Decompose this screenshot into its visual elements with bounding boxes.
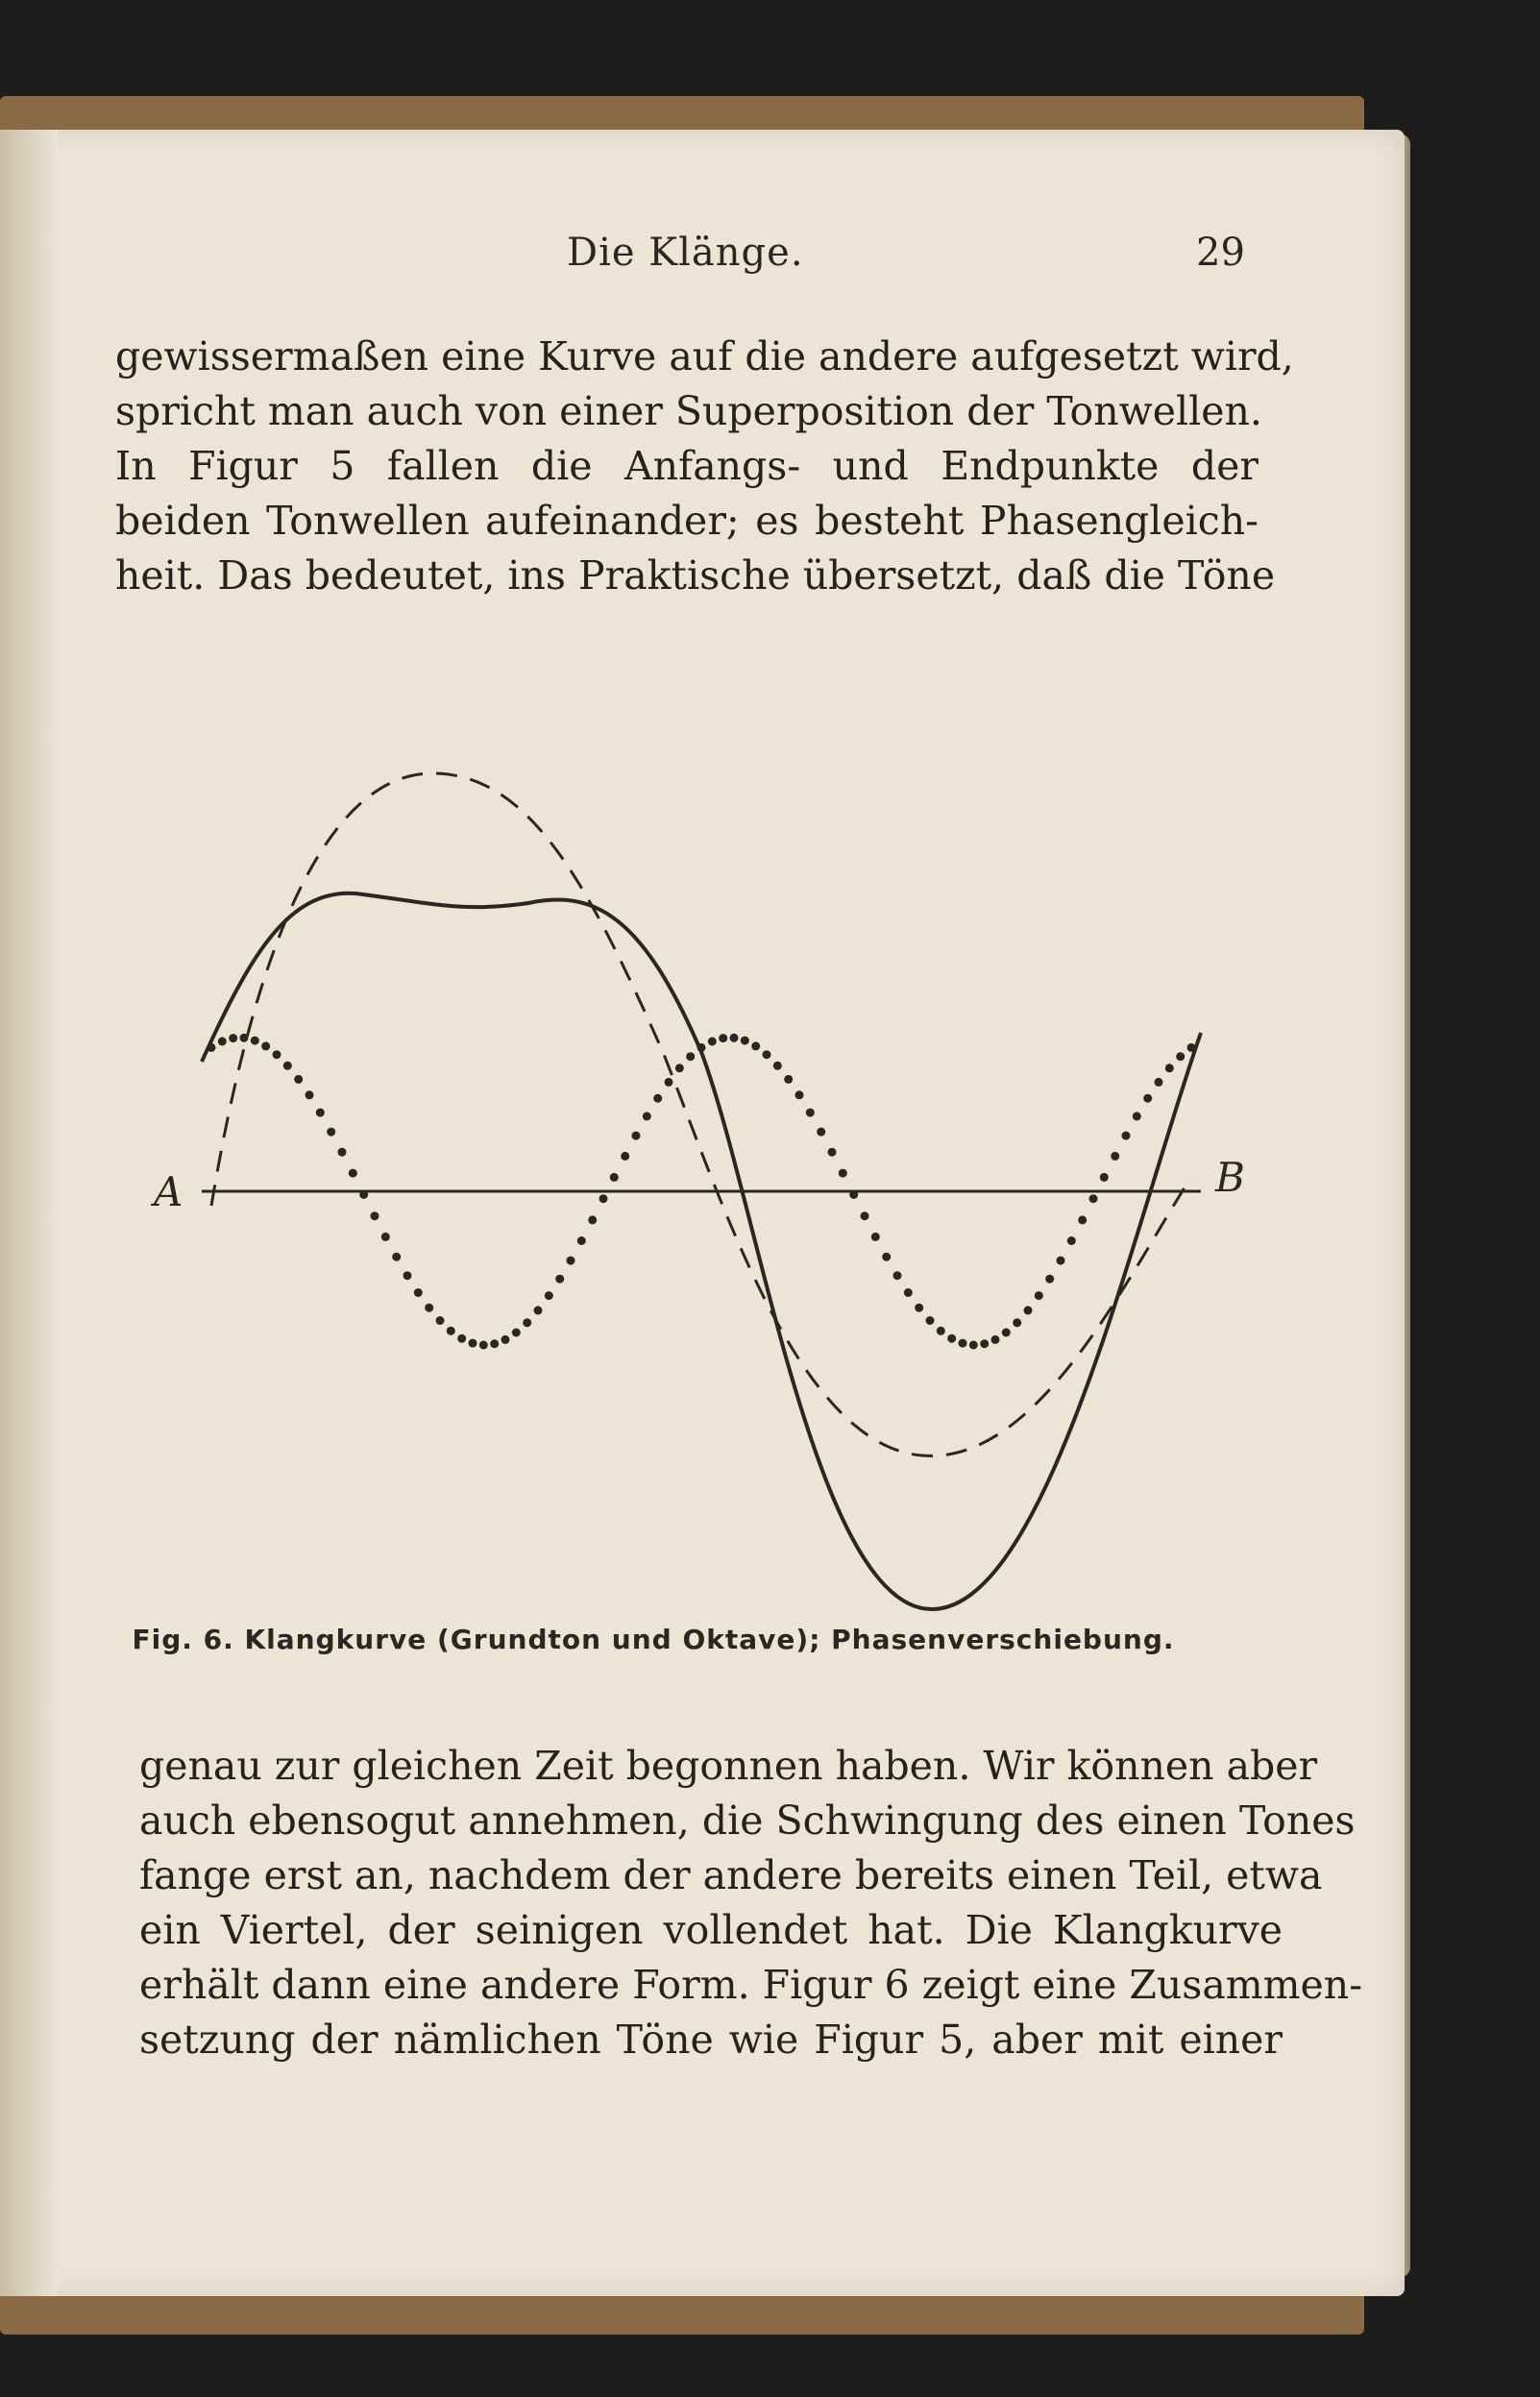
octave-dot	[567, 1257, 575, 1265]
label-a: A	[154, 1168, 183, 1215]
octave-dot	[359, 1190, 368, 1199]
octave-dot	[490, 1339, 499, 1348]
octave-dot	[512, 1329, 521, 1337]
octave-dot	[208, 1043, 216, 1052]
octave-dot	[937, 1327, 945, 1335]
octave-dot	[1057, 1257, 1065, 1265]
octave-dot	[980, 1339, 989, 1348]
octave-dot	[1002, 1329, 1011, 1337]
text-line: spricht man auch von einer Superposition der Tonwellen.	[115, 388, 1262, 434]
text-line: heit. Das bedeutet, ins Praktische übersetzt, daß die Töne	[115, 552, 1276, 599]
octave-dot	[338, 1148, 347, 1157]
octave-dot	[381, 1233, 390, 1241]
top-paragraph	[115, 330, 1294, 603]
text-line: erhält dann eine andere Form. Figur 6 zeigt eine Zusammen-	[139, 1962, 1363, 2008]
page-gutter	[0, 130, 58, 2296]
text-line: auch ebensogut annehmen, die Schwingung des einen Tones	[139, 1798, 1356, 1844]
octave-dot	[251, 1037, 259, 1045]
octave-dot	[457, 1334, 466, 1343]
figure-caption: Fig. 6. Klangkurve (Grundton und Oktave); Phasenverschiebung.	[132, 1624, 1175, 1655]
text-line: genau zur gleichen Zeit begonnen haben. Wir können aber	[139, 1743, 1318, 1789]
octave-dot	[599, 1194, 608, 1203]
octave-dot	[675, 1064, 684, 1072]
octave-dot	[871, 1233, 880, 1241]
octave-dot	[545, 1291, 553, 1300]
octave-dot	[261, 1041, 270, 1050]
octave-dot	[947, 1334, 956, 1343]
octave-dot	[784, 1075, 793, 1084]
octave-dot	[795, 1090, 804, 1099]
octave-dot	[414, 1288, 423, 1297]
bottom-paragraph	[139, 1739, 1363, 2067]
octave-dot	[294, 1075, 303, 1084]
wave-figure	[125, 629, 1278, 1753]
octave-dot	[861, 1211, 869, 1220]
text-line: gewissermaßen eine Kurve auf die andere aufgesetzt wird,	[115, 333, 1294, 379]
octave-dot	[1078, 1215, 1087, 1224]
octave-dot	[1024, 1306, 1033, 1314]
text-line: In Figur 5 fallen die Anfangs- und Endpunkte der	[115, 443, 1259, 489]
octave-dot	[751, 1041, 760, 1050]
octave-dot	[708, 1038, 717, 1046]
octave-dot	[719, 1034, 727, 1042]
octave-dot	[915, 1304, 923, 1312]
wave-diagram	[125, 629, 1278, 1753]
octave-dot	[991, 1335, 1000, 1344]
octave-dot	[1187, 1043, 1196, 1052]
octave-dot	[1165, 1064, 1174, 1072]
dashed-fundamental-curve	[211, 773, 1191, 1455]
octave-dot	[425, 1304, 433, 1312]
octave-dot	[447, 1327, 455, 1335]
octave-dot	[969, 1341, 978, 1350]
octave-dot	[773, 1062, 782, 1070]
octave-dot	[1067, 1236, 1076, 1245]
book-page	[0, 130, 1405, 2296]
text-line: setzung der nämlichen Töne wie Figur 5, aber mit einer	[139, 2017, 1283, 2063]
octave-dot	[306, 1090, 314, 1099]
octave-dot	[730, 1034, 739, 1042]
text-line: fange erst an, nachdem der andere bereits einen Teil, etwa	[139, 1852, 1323, 1898]
octave-dot	[240, 1034, 249, 1042]
octave-dot	[621, 1152, 629, 1161]
octave-dot	[371, 1211, 379, 1220]
text-line: ein Viertel, der seinigen vollendet hat. Die Klangkurve	[139, 1907, 1283, 1953]
solid-clang-curve	[202, 893, 1201, 1609]
octave-dot	[283, 1062, 292, 1070]
octave-dot	[1155, 1078, 1163, 1087]
octave-dot	[316, 1109, 325, 1117]
octave-dot	[436, 1316, 445, 1325]
octave-dot	[893, 1271, 902, 1280]
octave-dot	[1089, 1194, 1098, 1203]
octave-dot	[828, 1148, 837, 1157]
octave-dot	[1013, 1318, 1021, 1327]
octave-dot	[555, 1275, 564, 1284]
octave-dot	[806, 1109, 815, 1117]
octave-dot	[273, 1050, 281, 1059]
octave-dot	[577, 1236, 586, 1245]
octave-dot	[632, 1132, 641, 1140]
octave-dot	[479, 1341, 488, 1350]
octave-dot	[686, 1052, 695, 1061]
octave-dot	[1133, 1112, 1141, 1120]
octave-dot	[1143, 1094, 1152, 1103]
octave-dot	[839, 1169, 847, 1178]
octave-dot	[653, 1094, 662, 1103]
octave-dot	[1045, 1275, 1054, 1284]
octave-dot	[1176, 1052, 1185, 1061]
octave-dot	[1122, 1132, 1131, 1140]
octave-dot	[523, 1318, 531, 1327]
octave-dot	[469, 1339, 477, 1348]
page-number: 29	[1196, 231, 1245, 275]
octave-dot	[1100, 1173, 1109, 1182]
octave-dot	[534, 1306, 543, 1314]
octave-dot	[882, 1253, 891, 1261]
octave-dot	[697, 1043, 706, 1052]
octave-dot	[1035, 1291, 1043, 1300]
octave-dot	[229, 1034, 237, 1042]
octave-dot	[403, 1271, 412, 1280]
octave-dot	[1111, 1152, 1119, 1161]
label-b: B	[1215, 1154, 1245, 1201]
octave-dot	[643, 1112, 651, 1120]
octave-dot	[904, 1288, 913, 1297]
octave-dot	[959, 1339, 967, 1348]
running-header	[0, 231, 1405, 288]
octave-dot	[817, 1128, 825, 1137]
octave-dot	[501, 1335, 510, 1344]
running-title: Die Klänge.	[567, 231, 804, 275]
octave-dot	[218, 1038, 227, 1046]
octave-dot	[610, 1173, 619, 1182]
octave-dot	[349, 1169, 357, 1178]
octave-dot	[741, 1037, 749, 1045]
octave-dot	[926, 1316, 935, 1325]
octave-dot	[849, 1190, 858, 1199]
octave-dot	[763, 1050, 771, 1059]
text-line: beiden Tonwellen aufeinander; es besteht Phasengleich-	[115, 498, 1259, 544]
octave-dot	[392, 1253, 401, 1261]
octave-dot	[327, 1128, 335, 1137]
octave-dot	[665, 1078, 673, 1087]
octave-dot	[588, 1215, 597, 1224]
